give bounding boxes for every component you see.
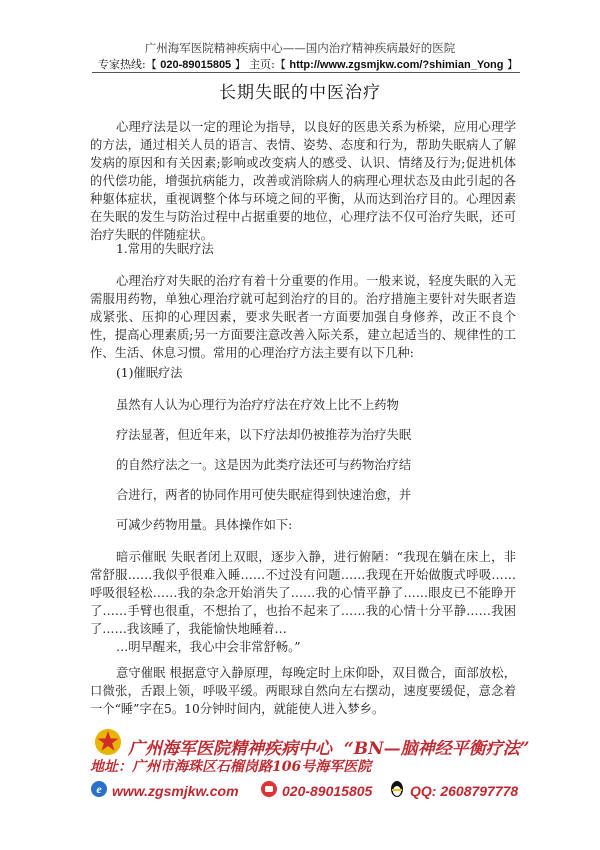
homepage-label: 】 主页:【: [234, 58, 286, 71]
text-line-1: 虽然有人认为心理行为治疗疗法在疗效上比不上药物: [116, 398, 399, 412]
text-line-6: …明早醒来，我心中会非常舒畅。”: [116, 640, 301, 654]
text-line-5: 可减少药物用量。具体操作如下:: [116, 518, 293, 532]
section-heading-hypnosis: (1)催眠疗法: [116, 366, 183, 380]
paragraph-suggestion-hypnosis: 暗示催眠 失眠者闭上双眼，逐步入静，进行俯陋：“我现在躺在床上，非常舒服……我似乎很难入睡……不过没有问题……我现在开始做腹式呼吸……呼吸很轻松……我的杂念开始消失了……我的心情平静了……眼皮已不能睁开了……手臂也很重，不想抬了，也抬不起来了……我的心情十分平静……我困了……我该睡了，我能愉快地睡着…: [90, 550, 516, 636]
hotline-label: 专家热线:【: [98, 58, 157, 71]
svg-text:e: e: [96, 782, 102, 796]
text-line-4: 合进行，两者的协同作用可使失眠症得到快速治愈，并: [116, 488, 412, 502]
footer-phone[interactable]: 020-89015805: [282, 783, 373, 799]
footer-website[interactable]: www.zgsmjkw.com: [112, 783, 239, 799]
header-tagline: 广州海军医院精神疾病中心——国内治疗精神疾病最好的医院: [144, 41, 456, 55]
qq-penguin-icon: [388, 780, 406, 798]
hotline-number: 020-89015805: [160, 59, 232, 71]
footer-qq[interactable]: QQ: 2608797778: [410, 783, 519, 799]
section-heading-1: 1.常用的失眠疗法: [116, 242, 214, 256]
ie-browser-icon: [90, 780, 108, 798]
paragraph-focus-hypnosis: 意守催眠 根据意守入静原理，每晚定时上床仰卧，双目微合，面部放松，口微张，舌跟上领，呼吸平缓。两眼球自然向左右摆动，速度要缓促，意念着一个“睡”字在5。10分钟时间内，就能使人进入梦乡。: [90, 666, 516, 716]
footer-banner: [90, 732, 530, 812]
text-line-3: 的自然疗法之一。这是因为此类疗法还可与药物治疗结: [116, 458, 412, 472]
footer-name-text: 广州海军医院精神疾病中心: [128, 739, 332, 759]
homepage-link[interactable]: http://www.zgsmjkw.com/?shimian_Yong: [289, 59, 504, 71]
header-divider: [92, 72, 520, 73]
bracket-close: 】: [507, 58, 518, 71]
phone-icon: [260, 780, 278, 798]
navy-star-icon: [94, 728, 122, 756]
page-title: 长期失眠的中医治疗: [219, 83, 381, 103]
footer-address: 地址：广州市海珠区石榴岗路106号海军医院: [90, 759, 372, 775]
footer-slogan: “BN—脑神经平衡疗法”: [343, 739, 530, 759]
text-line-2: 疗法显著，但近年来，以下疗法却仍被推荐为治疗失眠: [116, 428, 412, 442]
paragraph-therapy: 心理治疗对失眠的治疗有着十分重要的作用。一般来说，轻度失眠的入无需服用药物，单独心理治疗就可起到治疗的目的。治疗措施主要针对失眠者造成紧张、压抑的心理因素，要求失眠者一方面要加强自身修养，改正不良个性，提高心理素质;另一方面要注意改善入际关系，建立起适当的、规律性的工作、生活、休息习惯。常用的心理治疗方法主要有以下几种:: [90, 274, 516, 360]
footer-contacts: [90, 780, 520, 804]
header-contact: [98, 56, 538, 72]
paragraph-intro: 心理疗法是以一定的理论为指导，以良好的医患关系为桥梁，应用心理学的方法，通过相关人员的语言、表情、姿势、态度和行为，帮助失眠病人了解发病的原因和有关因素;影响或改变病人的感受、认识、情绪及行为;促进机体的代偿功能，增强抗病能力，改善或消除病人的病理心理状态及由此引起的各种躯体症状，重视调整个体与环境之间的平衡，从而达到治疗目的。心理因素在失眠的发生与防治过程中占据重要的地位，心理疗法不仅可治疗失眠，还可治疗失眠的伴随症状。: [90, 120, 516, 242]
